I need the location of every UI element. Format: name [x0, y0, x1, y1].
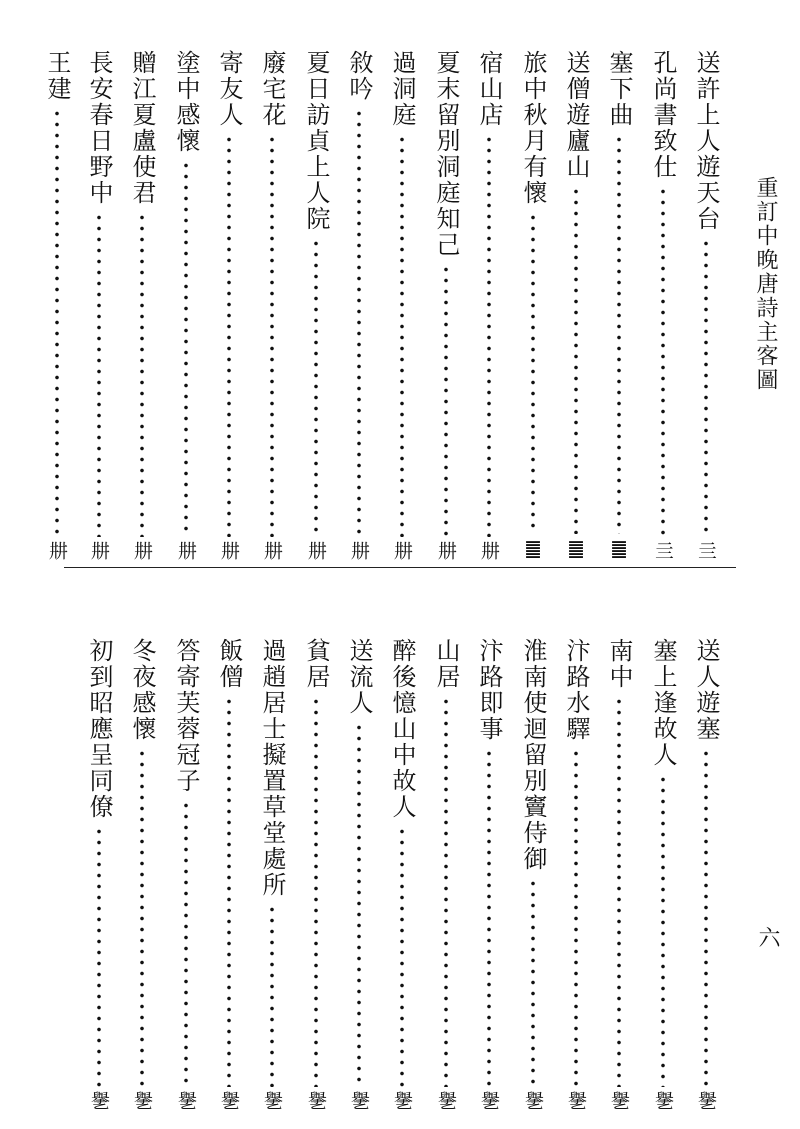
toc-entry-title: 冬夜感懷	[128, 638, 156, 742]
toc-entry-page: 㐩	[435, 541, 457, 560]
toc-entry-title: 孔尚書致仕	[649, 50, 677, 180]
dot-leader	[518, 878, 548, 1087]
toc-entry	[84, 50, 114, 560]
toc-entry-page: ䷀	[565, 538, 587, 560]
toc-entry	[691, 638, 721, 1110]
toc-entry-title: 送流人	[345, 638, 373, 716]
toc-entry-page: 㐦	[88, 1091, 110, 1110]
toc-entry-title: 過洞庭	[388, 50, 416, 128]
dot-leader	[561, 186, 591, 534]
toc-entry-title: 飯僧	[215, 638, 243, 690]
dot-leader	[257, 134, 287, 537]
toc-entry-title: 貧居	[302, 638, 330, 690]
dot-leader	[604, 134, 634, 534]
dot-leader	[42, 108, 72, 537]
toc-entry	[431, 638, 461, 1110]
toc-entry-page: 㐩	[261, 541, 283, 560]
toc-entry-title: 王建	[43, 50, 71, 102]
toc-entry	[691, 50, 721, 560]
toc-entry-page: 㐩	[46, 541, 68, 560]
dot-leader	[518, 212, 548, 534]
dot-leader	[344, 108, 374, 537]
toc-entry-page: 㐦	[218, 1091, 240, 1110]
toc-entry	[301, 50, 331, 560]
toc-entry-title: 送人遊塞	[692, 638, 720, 742]
toc-entry-title: 塗中感懷	[172, 50, 200, 154]
toc-entry-page: 亖	[695, 541, 717, 560]
toc-entry-title: 汴路即事	[475, 638, 503, 742]
toc-entry-page: 㐩	[131, 541, 153, 560]
toc-entry-page: ䷀	[608, 538, 630, 560]
toc-entry-title: 醉後憶山中故人	[388, 638, 416, 820]
toc-entry	[518, 638, 548, 1110]
dot-leader	[84, 826, 114, 1087]
toc-entry-title: 送僧遊廬山	[562, 50, 590, 180]
toc-entry-title: 山居	[432, 638, 460, 690]
dot-leader	[691, 748, 721, 1087]
toc-entry	[431, 50, 461, 560]
toc-entry-title: 初到昭應呈同僚	[85, 638, 113, 820]
toc-entry-page: 㐩	[348, 541, 370, 560]
toc-entry-title: 夏日訪貞上人院	[302, 50, 330, 232]
toc-entry-page: 㐩	[478, 541, 500, 560]
toc-entry-page: 㐦	[608, 1091, 630, 1110]
running-title: 重訂中晚唐詩主客圖	[753, 176, 778, 392]
dot-leader	[344, 722, 374, 1087]
dot-leader	[431, 264, 461, 537]
dot-leader	[604, 696, 634, 1087]
toc-entry-page: 㐦	[695, 1091, 717, 1110]
toc-entry-title: 廢宅花	[258, 50, 286, 128]
toc-entry	[127, 50, 157, 560]
toc-entry	[127, 638, 157, 1110]
dot-leader	[387, 134, 417, 537]
toc-entry	[84, 638, 114, 1110]
dot-leader	[171, 160, 201, 537]
toc-entry-page: 㐦	[652, 1091, 674, 1110]
dot-leader	[387, 826, 417, 1087]
toc-entry-page: 㐦	[435, 1091, 457, 1110]
toc-entry-page: ䷀	[522, 538, 544, 560]
toc-entry-page: 㐦	[565, 1091, 587, 1110]
toc-entry	[474, 50, 504, 560]
toc-entry-page: 㐦	[348, 1091, 370, 1110]
dot-leader	[561, 748, 591, 1087]
toc-entry	[474, 638, 504, 1110]
dot-leader	[648, 774, 678, 1087]
toc-entry	[214, 638, 244, 1110]
dot-leader	[431, 696, 461, 1087]
dot-leader	[127, 748, 157, 1087]
toc-entry-title: 答寄芙蓉冠子	[172, 638, 200, 794]
dot-leader	[127, 212, 157, 537]
toc-entry-title: 旅中秋月有懷	[519, 50, 547, 206]
dot-leader	[691, 238, 721, 537]
toc-entry-title: 南中	[605, 638, 633, 690]
toc-entry	[648, 50, 678, 560]
toc-entry	[387, 50, 417, 560]
toc-entry-page: 㐦	[522, 1091, 544, 1110]
toc-entry	[257, 638, 287, 1110]
dot-leader	[301, 696, 331, 1087]
dot-leader	[474, 134, 504, 537]
toc-entry-title: 過趙居士擬置草堂處所	[258, 638, 286, 898]
toc-entry	[344, 638, 374, 1110]
toc-entry	[387, 638, 417, 1110]
toc-entry	[214, 50, 244, 560]
toc-entry	[301, 638, 331, 1110]
dot-leader	[301, 238, 331, 537]
dot-leader	[648, 186, 678, 537]
toc-entry-page: 㐦	[175, 1091, 197, 1110]
page-number: 六	[755, 926, 780, 948]
dot-leader	[214, 696, 244, 1087]
section-divider	[64, 567, 736, 568]
toc-entry-title: 淮南使迴留別竇侍御	[519, 638, 547, 872]
toc-entry	[171, 638, 201, 1110]
dot-leader	[257, 904, 287, 1087]
toc-entry-title: 夏末留別洞庭知己	[432, 50, 460, 258]
toc-entry-title: 汴路水驛	[562, 638, 590, 742]
toc-entry	[344, 50, 374, 560]
toc-entry-page: 亖	[652, 541, 674, 560]
toc-entry	[561, 638, 591, 1110]
toc-entry-page: 㐩	[391, 541, 413, 560]
toc-entry-page: 㐩	[88, 541, 110, 560]
toc-entry-title: 長安春日野中	[85, 50, 113, 206]
toc-entry-page: 㐦	[305, 1091, 327, 1110]
toc-entry	[604, 638, 634, 1110]
toc-entry-title: 贈江夏盧使君	[128, 50, 156, 206]
toc-entry-page: 㐩	[175, 541, 197, 560]
toc-entry	[648, 638, 678, 1110]
toc-entry	[518, 50, 548, 560]
toc-entry-page: 㐦	[478, 1091, 500, 1110]
toc-entry-title: 寄友人	[215, 50, 243, 128]
toc-entry-page: 㐩	[218, 541, 240, 560]
toc-entry	[171, 50, 201, 560]
toc-entry-title: 送許上人遊天台	[692, 50, 720, 232]
dot-leader	[214, 134, 244, 537]
toc-entry-title: 塞上逢故人	[649, 638, 677, 768]
toc-entry-title: 敘吟	[345, 50, 373, 102]
toc-entry-title: 塞下曲	[605, 50, 633, 128]
toc-entry-title: 宿山店	[475, 50, 503, 128]
toc-entry	[604, 50, 634, 560]
dot-leader	[474, 748, 504, 1087]
toc-entry	[257, 50, 287, 560]
toc-entry-page: 㐩	[305, 541, 327, 560]
dot-leader	[84, 212, 114, 537]
toc-entry	[42, 50, 72, 560]
toc-entry-page: 㐦	[261, 1091, 283, 1110]
toc-entry	[561, 50, 591, 560]
toc-entry-page: 㐦	[391, 1091, 413, 1110]
dot-leader	[171, 800, 201, 1087]
toc-entry-page: 㐦	[131, 1091, 153, 1110]
